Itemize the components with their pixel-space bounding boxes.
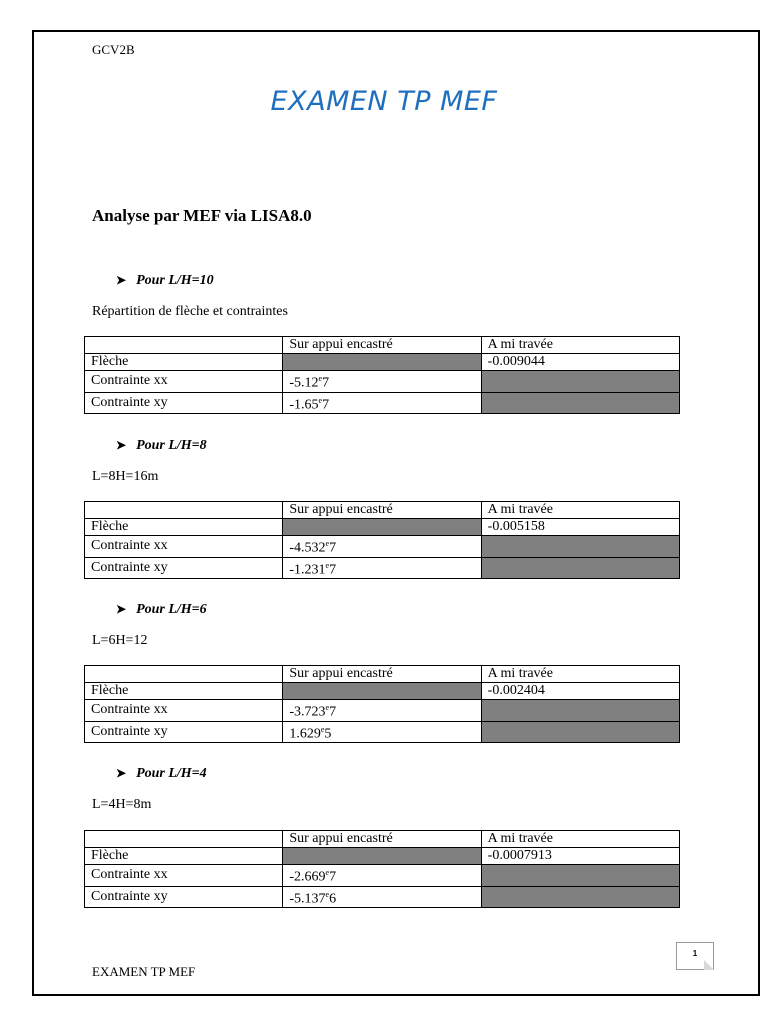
results-table: [84, 336, 680, 414]
cell-travee: [481, 557, 679, 579]
table-row: [85, 392, 680, 414]
value-exp: e: [325, 560, 330, 570]
results-table: [84, 665, 680, 743]
cell-appui: [283, 557, 481, 579]
table-row: [85, 683, 680, 700]
value-exp: e: [318, 395, 323, 405]
cell-travee: -0.009044: [481, 354, 679, 371]
value-tail: 7: [322, 375, 330, 391]
table-header-row: [85, 666, 680, 683]
value-exp: e: [325, 539, 330, 548]
results-table: [84, 830, 680, 908]
section-heading: Analyse par MEF via LISA8.0: [92, 206, 312, 225]
header-cell-empty: [85, 831, 283, 848]
row-label: Flèche: [85, 848, 283, 865]
table-row: [85, 557, 680, 579]
table-row: [85, 700, 680, 722]
value-base: -4.532: [289, 540, 326, 556]
cell-appui: [283, 371, 481, 393]
header-cell-empty: [85, 666, 283, 683]
header-cell-empty: [85, 337, 283, 354]
table-row: [85, 519, 680, 536]
row-label: Contrainte xx: [85, 536, 283, 558]
value-base: -5.12: [289, 375, 319, 391]
row-label: Contrainte xx: [85, 371, 283, 393]
table-row: [85, 865, 680, 887]
row-label: Flèche: [85, 354, 283, 371]
cell-travee: [481, 536, 679, 558]
header-cell-appui: Sur appui encastré: [283, 666, 481, 683]
value-base: -1.65: [289, 397, 319, 413]
cell-appui: [283, 536, 481, 558]
cell-travee: [481, 700, 679, 722]
value-exp: e: [320, 724, 325, 734]
case-heading: [116, 273, 214, 289]
case-note: Répartition de flèche et contraintes: [92, 304, 288, 319]
cell-travee: [481, 371, 679, 393]
page-number-box: [676, 942, 714, 970]
header-cell-travee: A mi travée: [481, 502, 679, 519]
cell-travee: [481, 886, 679, 908]
value-tail: 7: [329, 562, 337, 578]
cell-appui: [283, 354, 481, 371]
cell-travee: [481, 392, 679, 414]
case-heading: [116, 438, 207, 454]
page-number: 1: [692, 949, 698, 958]
value-exp: e: [325, 868, 330, 877]
case-heading: [116, 766, 207, 782]
case-heading-text: Pour L/H=8: [136, 438, 207, 453]
value-tail: 7: [329, 869, 337, 885]
header-cell-empty: [85, 502, 283, 519]
cell-appui: [283, 848, 481, 865]
row-label: Contrainte xx: [85, 700, 283, 722]
header-cell-appui: Sur appui encastré: [283, 337, 481, 354]
table-row: [85, 371, 680, 393]
header-cell-travee: A mi travée: [481, 666, 679, 683]
table-row: [85, 886, 680, 908]
value-tail: 7: [329, 540, 337, 556]
case-note: L=8H=16m: [92, 469, 159, 484]
arrowhead-bullet-icon: ➤: [116, 438, 127, 452]
cell-appui: [283, 700, 481, 722]
table-header-row: [85, 337, 680, 354]
case-note: L=6H=12: [92, 633, 148, 648]
row-label: Contrainte xy: [85, 721, 283, 743]
table-header-row: [85, 831, 680, 848]
header-cell-travee: A mi travée: [481, 337, 679, 354]
value-base: -1.231: [289, 562, 326, 578]
arrowhead-bullet-icon: ➤: [116, 273, 127, 287]
value-tail: 7: [322, 397, 330, 413]
case-note: L=4H=8m: [92, 797, 152, 812]
header-cell-appui: Sur appui encastré: [283, 502, 481, 519]
cell-appui: [283, 392, 481, 414]
value-tail: 7: [329, 704, 337, 720]
header-cell-travee: A mi travée: [481, 831, 679, 848]
page-title: EXAMEN TP MEF: [270, 86, 498, 117]
cell-travee: [481, 721, 679, 743]
footer-text: EXAMEN TP MEF: [92, 964, 196, 979]
row-label: Flèche: [85, 519, 283, 536]
cell-appui: [283, 519, 481, 536]
value-base: -3.723: [289, 704, 326, 720]
value-base: -2.669: [289, 869, 326, 885]
row-label: Contrainte xy: [85, 557, 283, 579]
table-row: [85, 536, 680, 558]
cell-travee: -0.0007913: [481, 848, 679, 865]
table-header-row: [85, 502, 680, 519]
value-exp: e: [325, 889, 330, 899]
case-heading-text: Pour L/H=6: [136, 602, 207, 617]
case-heading-text: Pour L/H=10: [136, 273, 214, 288]
cell-appui: [283, 886, 481, 908]
value-tail: 6: [329, 891, 337, 907]
row-label: Contrainte xy: [85, 886, 283, 908]
value-tail: 5: [324, 726, 332, 742]
case-heading: [116, 602, 207, 618]
table-row: [85, 721, 680, 743]
value-exp: e: [318, 374, 323, 383]
page-curl-icon: [704, 960, 714, 970]
arrowhead-bullet-icon: ➤: [116, 766, 127, 780]
value-base: -5.137: [289, 891, 326, 907]
header-cell-appui: Sur appui encastré: [283, 831, 481, 848]
cell-travee: -0.005158: [481, 519, 679, 536]
cell-travee: [481, 865, 679, 887]
row-label: Contrainte xx: [85, 865, 283, 887]
table-row: [85, 354, 680, 371]
cell-appui: [283, 865, 481, 887]
table-row: [85, 848, 680, 865]
row-label: Contrainte xy: [85, 392, 283, 414]
value-exp: e: [325, 703, 330, 712]
value-base: 1.629: [289, 726, 321, 742]
results-table: [84, 501, 680, 579]
cell-appui: [283, 683, 481, 700]
cell-travee: -0.002404: [481, 683, 679, 700]
case-heading-text: Pour L/H=4: [136, 766, 207, 781]
row-label: Flèche: [85, 683, 283, 700]
header-code: GCV2B: [92, 42, 135, 57]
cell-appui: [283, 721, 481, 743]
arrowhead-bullet-icon: ➤: [116, 602, 127, 616]
